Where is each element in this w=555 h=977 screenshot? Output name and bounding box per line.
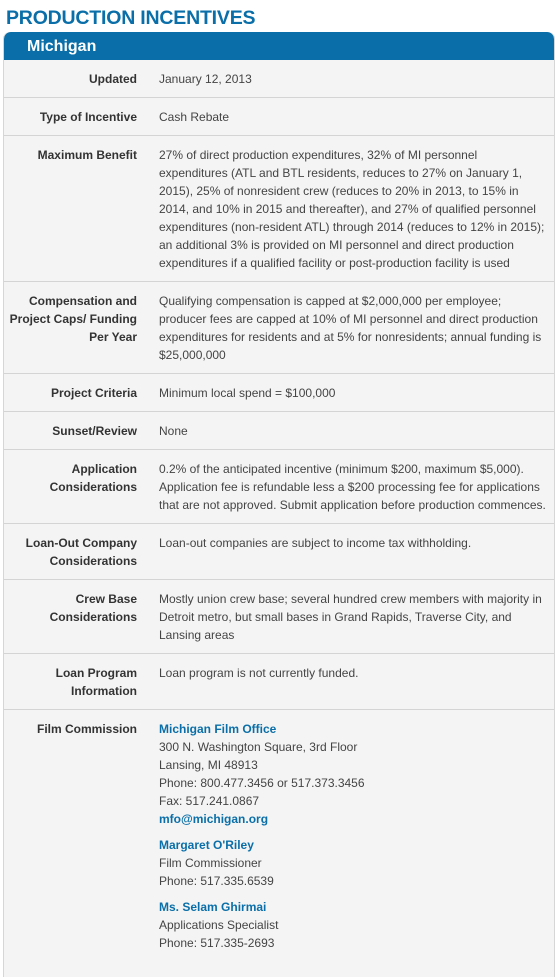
row-loan-out-company [4, 524, 554, 580]
person-phone: Phone: 517.335-2693 [159, 936, 275, 950]
row-label: Crew Base Considerations [49, 592, 137, 624]
row-value: Loan program is not currently funded. [159, 666, 359, 680]
office-contact [159, 720, 546, 828]
person-title: Film Commissioner [159, 856, 262, 870]
row-label: Updated [89, 72, 137, 86]
person-contact [159, 836, 546, 890]
row-value: None [159, 424, 188, 438]
row-value: Cash Rebate [159, 110, 230, 124]
row-sunset-review [4, 412, 554, 450]
row-value: Mostly union crew base; several hundred crew members with majority in Detroit metro, but small bases in Grand Rapids, Traverse City, and Lansing areas [159, 592, 542, 642]
row-loan-program [4, 654, 554, 710]
row-value: Minimum local spend = $100,000 [159, 386, 336, 400]
row-compensation-caps [4, 282, 554, 374]
row-label: Compensation and Project Caps/ Funding Per Year [9, 294, 137, 344]
row-application-considerations [4, 450, 554, 524]
row-label: Loan-Out Company Considerations [25, 536, 137, 568]
office-name-link[interactable]: Michigan Film Office [159, 722, 277, 736]
row-label: Application Considerations [49, 462, 137, 494]
row-value: Loan-out companies are subject to income tax withholding. [159, 536, 472, 550]
row-value: January 12, 2013 [159, 72, 252, 86]
row-label: Maximum Benefit [37, 148, 137, 162]
office-email-link[interactable]: mfo@michigan.org [159, 812, 269, 826]
row-type-of-incentive [4, 98, 554, 136]
film-commission-contacts [137, 720, 554, 960]
person-contact [159, 898, 546, 952]
person-name-link[interactable]: Ms. Selam Ghirmai [159, 900, 267, 914]
state-header: Michigan [4, 32, 554, 60]
row-label: Project Criteria [50, 386, 137, 400]
office-phone: Phone: 800.477.3456 or 517.373.3456 [159, 776, 365, 790]
person-name-link[interactable]: Margaret O'Riley [159, 838, 254, 852]
person-title: Applications Specialist [159, 918, 279, 932]
row-label: Sunset/Review [52, 424, 137, 438]
row-value: 27% of direct production expenditures, 32% of MI personnel expenditures (ATL and BTL residents, reduces to 27% on January 1, 2015), 25% of nonresident crew (reduces to 20% in 2013, to 15% in 2014, and 10% in 2015 and thereafter), and 27% of qualified personnel expenditures (non-resident ATL) through 2014 (reduces to 12% in 2015); an additional 3% is provided on MI personnel and direct production expenditures if a qualified facility or post-production facility is used [159, 148, 545, 270]
row-updated [4, 60, 554, 98]
office-address-line1: 300 N. Washington Square, 3rd Floor [159, 740, 358, 754]
row-value: 0.2% of the anticipated incentive (minimum $200, maximum $5,000). Application fee is refundable less a $200 processing fee for applications that are not approved. Submit application before production commences. [159, 462, 546, 512]
row-value: Qualifying compensation is capped at $2,000,000 per employee; producer fees are capped at 10% of MI personnel and direct production expenditures for residents and at 5% for nonresidents; annual funding is $25,000,000 [159, 294, 542, 362]
row-maximum-benefit [4, 136, 554, 282]
row-label: Type of Incentive [39, 110, 137, 124]
office-fax: Fax: 517.241.0867 [159, 794, 260, 808]
person-phone: Phone: 517.335.6539 [159, 874, 274, 888]
incentive-panel [3, 32, 555, 977]
row-project-criteria [4, 374, 554, 412]
row-label: Loan Program Information [55, 666, 137, 698]
row-label: Film Commission [36, 722, 137, 736]
office-address-line2: Lansing, MI 48913 [159, 758, 258, 772]
row-crew-base [4, 580, 554, 654]
page-title: PRODUCTION INCENTIVES [6, 7, 256, 29]
row-film-commission [4, 710, 554, 969]
